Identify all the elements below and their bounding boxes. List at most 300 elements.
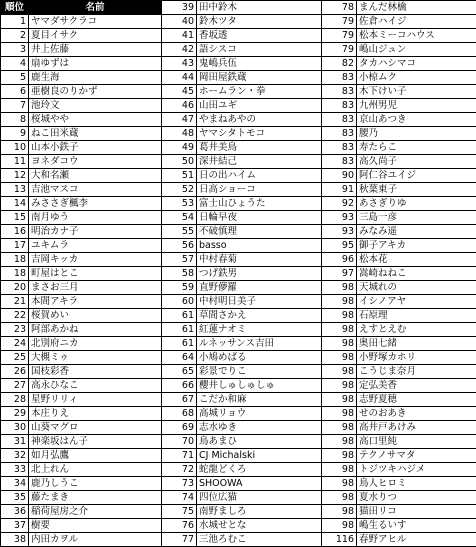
rank-cell: 71 [162,449,197,463]
name-cell: 不破慎理 [197,225,322,239]
name-cell: 高井戸あけみ [357,421,476,435]
table-row [162,533,322,547]
table-row [162,127,322,141]
table-row [322,239,476,253]
rank-cell: 12 [1,169,29,183]
table-row [322,43,476,57]
rank-cell: 60 [162,295,197,309]
rank-cell: 98 [322,421,357,435]
name-cell: トジツキハジメ [357,463,476,477]
table-row [322,225,476,239]
table-row [1,351,162,365]
name-cell: 本間アキラ [29,295,162,309]
name-cell: 日輪早夜 [197,211,322,225]
table-row [162,169,322,183]
rank-cell: 15 [1,211,29,225]
name-cell: 吉岡キッカ [29,253,162,267]
name-cell: 鳥あまひ [197,435,322,449]
table-row [1,169,162,183]
rank-cell: 8 [1,113,29,127]
rank-cell: 72 [162,463,197,477]
rank-cell: 27 [1,379,29,393]
name-cell: ルネッサンス吉田 [197,337,322,351]
name-cell: 南月ゆう [29,211,162,225]
name-cell: 水城せとな [197,519,322,533]
table-row [162,183,322,197]
rank-cell: 9 [1,127,29,141]
table-row [162,211,322,225]
rank-cell: 18 [1,253,29,267]
table-row [162,29,322,43]
name-cell: 奥田七緒 [357,337,476,351]
table-row [322,85,476,99]
rank-cell: 47 [162,113,197,127]
rank-cell: 98 [322,463,357,477]
rank-cell: 78 [322,1,357,15]
rank-cell: 90 [322,169,357,183]
table-row [162,421,322,435]
table-row [162,1,322,15]
rank-cell: 98 [322,477,357,491]
table-row [1,15,162,29]
table-row [1,99,162,113]
name-cell: まさお三月 [29,281,162,295]
table-row [162,57,322,71]
rank-cell: 49 [162,141,197,155]
table-row [322,351,476,365]
table-row [322,463,476,477]
ranking-column-2 [161,0,322,547]
rank-cell: 68 [162,407,197,421]
rank-cell: 83 [322,113,357,127]
name-cell: 三島一彦 [357,211,476,225]
name-cell: 吉池マスコ [29,183,162,197]
rank-cell: 98 [322,449,357,463]
name-cell: 鬼嶋兵伍 [197,57,322,71]
name-cell: 櫻井しゅしゅしゅ [197,379,322,393]
name-cell: 中村明日美子 [197,295,322,309]
name-cell: 高城リョウ [197,407,322,421]
rank-cell: 24 [1,337,29,351]
rank-cell: 44 [162,71,197,85]
table-row [162,491,322,505]
name-cell: 北上れん [29,463,162,477]
table-row [162,323,322,337]
table-row [162,113,322,127]
name-cell: 阿部あかね [29,323,162,337]
rank-cell: 66 [162,379,197,393]
name-cell: 九州男児 [357,99,476,113]
rank-cell: 95 [322,239,357,253]
name-cell: ユキムラ [29,239,162,253]
table-row [1,379,162,393]
rank-cell: 64 [162,351,197,365]
table-row [162,155,322,169]
table-row [1,491,162,505]
name-cell: 井上佐藤 [29,43,162,57]
rank-cell: 38 [1,533,29,547]
name-cell: 北別府ニカ [29,337,162,351]
rank-cell: 70 [162,435,197,449]
table-row [1,239,162,253]
table-row [322,183,476,197]
table-row [1,533,162,547]
table-row [322,477,476,491]
table-row [162,239,322,253]
ranking-column-3 [321,0,476,547]
name-cell: 高口里純 [357,435,476,449]
name-cell: 町屋はとこ [29,267,162,281]
rank-cell: 28 [1,393,29,407]
table-row [322,281,476,295]
rank-cell: 83 [322,85,357,99]
table-row [1,267,162,281]
name-header: 名前 [29,1,162,15]
name-cell: 葛井美鳥 [197,141,322,155]
rank-cell: 48 [162,127,197,141]
rank-cell: 91 [322,183,357,197]
table-row [162,449,322,463]
name-cell: 嶋山ジュン [357,43,476,57]
name-cell: CJ Michalski [197,449,322,463]
name-cell: 四位広猫 [197,491,322,505]
rank-cell: 45 [162,85,197,99]
rank-cell: 43 [162,57,197,71]
rank-header: 順位 [1,1,29,15]
rank-cell: 74 [162,491,197,505]
name-cell: こだか和麻 [197,393,322,407]
name-cell: 鹿乃しうこ [29,477,162,491]
name-cell: 草間さかえ [197,309,322,323]
name-cell: 春野アヒル [357,533,476,547]
name-cell: 岡田屋鉄蔵 [197,71,322,85]
rank-cell: 98 [322,491,357,505]
rank-cell: 93 [322,225,357,239]
table-row [162,267,322,281]
table-row [1,449,162,463]
name-cell: 鹿生海 [29,71,162,85]
rank-cell: 40 [162,15,197,29]
rank-cell: 13 [1,183,29,197]
name-cell: ヤマダサクラコ [29,15,162,29]
table-row [1,85,162,99]
name-cell: 桜城やや [29,113,162,127]
name-cell: 内田カヲル [29,533,162,547]
rank-cell: 67 [162,393,197,407]
rank-cell: 83 [322,141,357,155]
name-cell: 山葵マグロ [29,421,162,435]
rank-cell: 7 [1,99,29,113]
name-cell: テクノサマタ [357,449,476,463]
name-cell: 高久尚子 [357,155,476,169]
table-row [322,29,476,43]
rank-cell: 83 [322,127,357,141]
rank-cell: 98 [322,281,357,295]
rank-cell: 56 [162,239,197,253]
table-row [322,505,476,519]
rank-cell: 83 [322,99,357,113]
rank-cell: 79 [322,15,357,29]
table-row [322,57,476,71]
table-row [1,29,162,43]
rank-cell: 98 [322,295,357,309]
name-cell: 南野ましろ [197,505,322,519]
name-cell: 山本小鉄子 [29,141,162,155]
rank-cell: 97 [322,267,357,281]
name-cell: つげ鉄男 [197,267,322,281]
table-row [1,253,162,267]
table-row [162,407,322,421]
name-cell: ホームラン・拳 [197,85,322,99]
rank-cell: 11 [1,155,29,169]
rank-cell: 31 [1,435,29,449]
table-row [162,281,322,295]
name-cell: 亜樹良のりかず [29,85,162,99]
name-cell: basso [197,239,322,253]
name-cell: ねこ田米蔵 [29,127,162,141]
name-cell: 桜賀めい [29,309,162,323]
rank-cell: 98 [322,365,357,379]
rank-cell: 26 [1,365,29,379]
rank-cell: 18 [1,267,29,281]
table-row [1,407,162,421]
name-cell: 稲荷屋房之介 [29,505,162,519]
name-cell: 松本ミーコハウス [357,29,476,43]
rank-cell: 93 [322,211,357,225]
rank-cell: 116 [322,533,357,547]
rank-cell: 4 [1,57,29,71]
rank-cell: 54 [162,211,197,225]
name-cell: 扇ゆずは [29,57,162,71]
name-cell: 嵩崎ねねこ [357,267,476,281]
rank-cell: 58 [162,267,197,281]
rank-cell: 61 [162,309,197,323]
rank-cell: 77 [162,533,197,547]
name-cell: みなみ遥 [357,225,476,239]
table-row [322,71,476,85]
name-cell: 星野リリィ [29,393,162,407]
rank-cell: 33 [1,463,29,477]
rank-cell: 96 [322,253,357,267]
table-row [162,393,322,407]
table-row [1,337,162,351]
table-row [162,505,322,519]
table-row [1,323,162,337]
rank-cell: 98 [322,505,357,519]
table-row [1,295,162,309]
name-cell: 三池ろむこ [197,533,322,547]
name-cell: 木下けい子 [357,85,476,99]
name-cell: やまねあやの [197,113,322,127]
name-cell: あさぎりゆ [357,197,476,211]
table-row [162,519,322,533]
table-row [1,519,162,533]
name-cell: 腰乃 [357,127,476,141]
table-row [322,491,476,505]
name-cell: 小椋ムク [357,71,476,85]
rank-cell: 25 [1,351,29,365]
rank-cell: 10 [1,141,29,155]
rank-cell: 39 [162,1,197,15]
name-cell: イシノアヤ [357,295,476,309]
name-cell: 蛇龍どくろ [197,463,322,477]
table-row [1,57,162,71]
table-row [322,155,476,169]
table-row [162,365,322,379]
table-row [322,1,476,15]
table-row [1,225,162,239]
table-row [322,15,476,29]
name-cell: 志野夏穂 [357,393,476,407]
name-cell: 定弘美香 [357,379,476,393]
rank-cell: 1 [1,15,29,29]
rank-cell: 22 [1,309,29,323]
rank-cell: 50 [162,155,197,169]
table-row [322,393,476,407]
name-cell: せのおあき [357,407,476,421]
rank-cell: 6 [1,85,29,99]
table-row [322,267,476,281]
name-cell: 松本花 [357,253,476,267]
name-cell: タカハシマコ [357,57,476,71]
table-row [162,351,322,365]
rank-cell: 83 [322,71,357,85]
name-cell: 小野塚カホリ [357,351,476,365]
name-cell: 夏目イサク [29,29,162,43]
table-row [162,379,322,393]
table-row [322,421,476,435]
name-cell: 富士山ひょうた [197,197,322,211]
rank-cell: 21 [1,295,29,309]
rank-cell: 59 [162,281,197,295]
table-row [1,71,162,85]
name-cell: 高永ひなこ [29,379,162,393]
name-cell: 山田ユギ [197,99,322,113]
table-row [322,519,476,533]
rank-cell: 32 [1,449,29,463]
rank-cell: 73 [162,477,197,491]
rank-cell: 55 [162,225,197,239]
rank-cell: 83 [322,155,357,169]
table-row [322,337,476,351]
table-row [162,43,322,57]
table-row [1,127,162,141]
name-cell: 嶋生るいす [357,519,476,533]
table-row [162,141,322,155]
rank-cell: 82 [322,57,357,71]
name-cell: 寿たらこ [357,141,476,155]
table-row [162,253,322,267]
rank-cell: 5 [1,71,29,85]
name-cell: 藤たまき [29,491,162,505]
table-row [1,435,162,449]
name-cell: 御子アキカ [357,239,476,253]
table-row [1,155,162,169]
rank-cell: 53 [162,197,197,211]
rank-cell: 98 [322,323,357,337]
name-cell: ヤマシタトモコ [197,127,322,141]
rank-cell: 75 [162,505,197,519]
name-cell: 日高ショーコ [197,183,322,197]
table-row [1,141,162,155]
rank-cell: 20 [1,281,29,295]
table-row [322,169,476,183]
rank-cell: 61 [162,337,197,351]
name-cell: こうじま奈月 [357,365,476,379]
name-cell: 小鳩めばる [197,351,322,365]
name-cell: 国枝彩香 [29,365,162,379]
name-cell: 秋葉東子 [357,183,476,197]
table-row [322,323,476,337]
name-cell: 天城れの [357,281,476,295]
ranking-column-1 [0,0,162,547]
table-row [162,463,322,477]
table-row [162,71,322,85]
table-row [162,337,322,351]
table-row [1,309,162,323]
table-row [322,379,476,393]
table-row [1,211,162,225]
name-cell: 鳥人ヒロミ [357,477,476,491]
table-row [1,505,162,519]
rank-cell: 17 [1,239,29,253]
table-row [322,309,476,323]
table-row [1,365,162,379]
table-row [1,421,162,435]
rank-cell: 61 [162,323,197,337]
name-cell: 大和名瀬 [29,169,162,183]
name-cell: 樹要 [29,519,162,533]
rank-cell: 98 [322,393,357,407]
name-cell: 中村春菊 [197,253,322,267]
name-cell: まんだ林檎 [357,1,476,15]
table-row [1,183,162,197]
name-cell: 石原理 [357,309,476,323]
table-row [1,393,162,407]
table-row [322,533,476,547]
rank-cell: 42 [162,43,197,57]
rank-cell: 34 [1,477,29,491]
name-cell: 志水ゆき [197,421,322,435]
table-row [162,225,322,239]
table-row [322,253,476,267]
table-row [322,295,476,309]
table-row [322,197,476,211]
table-row [322,365,476,379]
rank-cell: 98 [322,435,357,449]
name-cell: 直野儚羅 [197,281,322,295]
name-cell: 夏水りつ [357,491,476,505]
name-cell: 如月弘鷹 [29,449,162,463]
rank-cell: 98 [322,519,357,533]
table-row [1,43,162,57]
table-row [162,477,322,491]
table-row [162,15,322,29]
rank-cell: 98 [322,309,357,323]
table-row [322,99,476,113]
name-cell: ヨネダコウ [29,155,162,169]
table-row [162,99,322,113]
table-row [1,197,162,211]
name-cell: 池玲文 [29,99,162,113]
rank-cell: 3 [1,43,29,57]
table-row [322,127,476,141]
table-row [322,407,476,421]
table-row [1,477,162,491]
name-cell: 阿仁谷ユイジ [357,169,476,183]
rank-cell: 29 [1,407,29,421]
table-row [1,113,162,127]
